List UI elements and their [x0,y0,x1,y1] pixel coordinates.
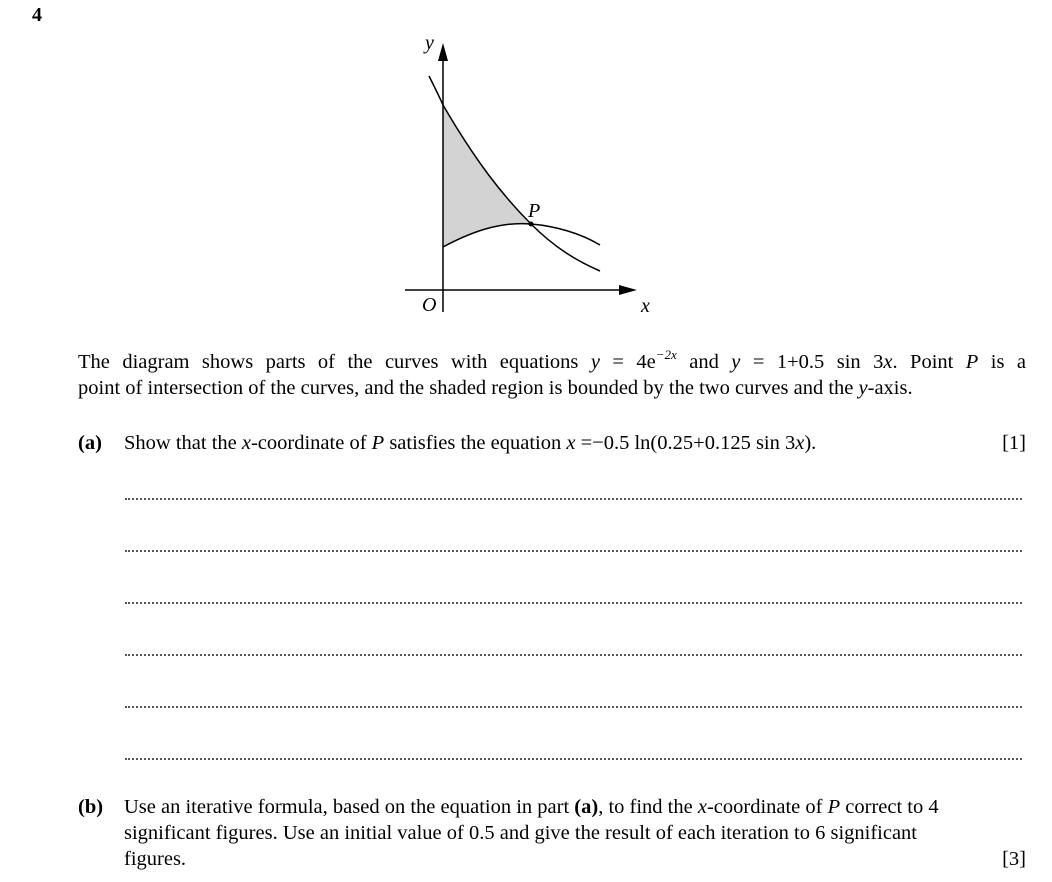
answer-line-3[interactable] [125,602,1022,604]
y-axis-arrow [438,43,448,61]
answer-line-5[interactable] [125,706,1022,708]
part-b-text: Use an iterative formula, based on the equation in part (a), to find the x-coordinate of P correct to 4 significant figures. Use an initial value of 0.5 and give the result of each iteration to 6 significant figures. [124,796,939,870]
part-b-label: (b) [78,796,104,818]
x-axis-label: x [641,295,650,317]
origin-label: O [422,294,437,316]
question-intro [78,349,1026,401]
part-a-text: Show that the x-coordinate of P satisfies the equation x =−0.5 ln(0.25+0.125 sin 3x). [124,432,817,454]
answer-line-1[interactable] [125,498,1022,500]
part-a [78,430,1026,456]
intro-line-2: point of intersection of the curves, and the shaded region is bounded by the two curves and the y-axis. [78,377,913,399]
part-a-marks: [1] [1002,432,1026,454]
answer-line-4[interactable] [125,654,1022,656]
question-number: 4 [32,4,42,26]
point-p-label: P [528,200,541,222]
intro-line-1: The diagram shows parts of the curves with equations $y = 4e^{-2x}$ and y = 1+0.5 sin 3x. Point P is a [78,347,1026,373]
part-b [78,794,1026,874]
part-b-marks: [3] [1002,848,1026,870]
curves-diagram [395,25,665,325]
part-a-label: (a) [78,432,102,454]
answer-line-2[interactable] [125,550,1022,552]
intersection-point [529,222,534,227]
x-axis-arrow [619,285,637,295]
answer-line-6[interactable] [125,758,1022,760]
y-axis-label: y [425,32,434,54]
